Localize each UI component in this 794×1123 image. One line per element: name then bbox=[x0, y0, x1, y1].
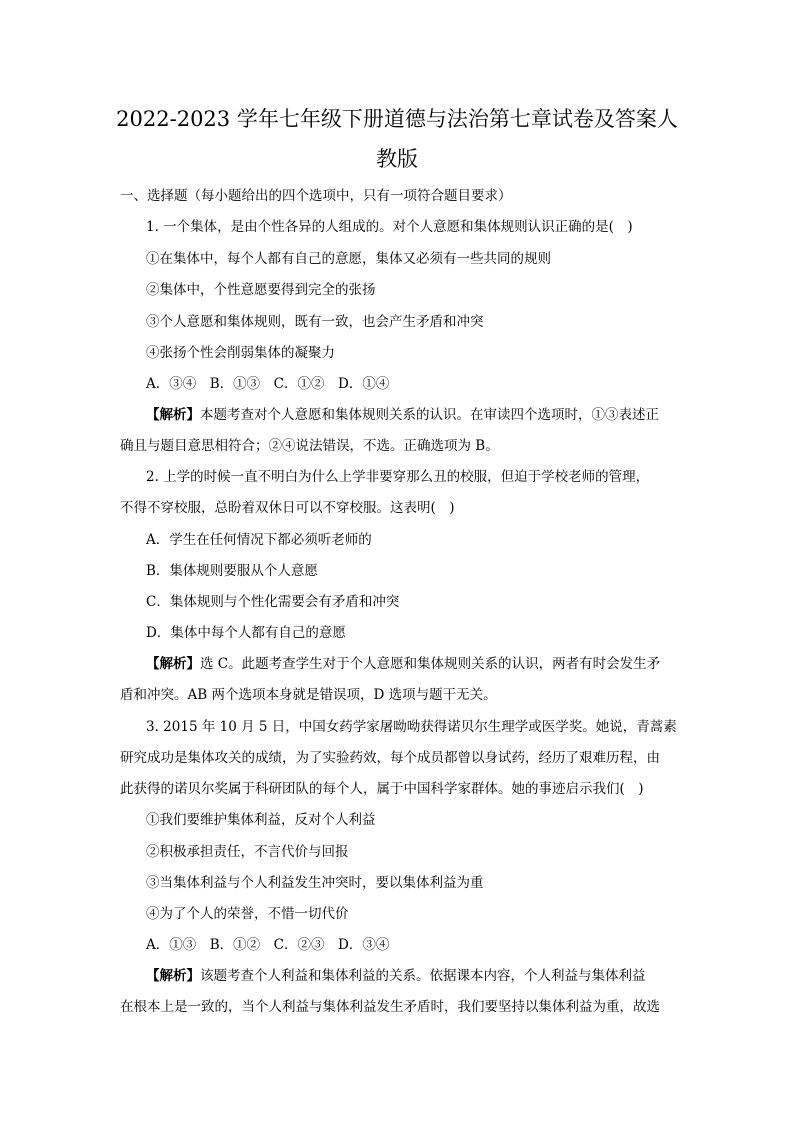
analysis-label: 【解析】 bbox=[146, 968, 200, 984]
question-1-item: ③个人意愿和集体规则，既有一致，也会产生矛盾和冲突 bbox=[146, 314, 484, 330]
section-heading: 一、选择题（每小题给出的四个选项中，只有一项符合题目要求） bbox=[120, 188, 512, 204]
question-2-analysis bbox=[146, 655, 660, 673]
question-2-option: B．集体规则要服从个人意愿 bbox=[146, 563, 318, 579]
analysis-text: 选 C。此题考查学生对于个人意愿和集体规则关系的认识，两者有时会发生矛 bbox=[200, 656, 661, 672]
document-title-line1: 2022-2023 学年七年级下册道德与法治第七章试卷及答案人 bbox=[116, 107, 678, 131]
analysis-text: 该题考查个人利益和集体利益的关系。依据课本内容，个人利益与集体利益 bbox=[200, 968, 646, 984]
question-2-option: D．集体中每个人都有自己的意愿 bbox=[146, 625, 346, 641]
question-3-item: ②积极承担责任，不言代价与回报 bbox=[146, 844, 349, 860]
document-title-line2: 教版 bbox=[376, 147, 418, 171]
question-1-item: ②集体中，个性意愿要得到完全的张扬 bbox=[146, 282, 376, 298]
analysis-label: 【解析】 bbox=[146, 656, 200, 672]
question-2-option: A．学生在任何情况下都必须听老师的 bbox=[146, 532, 372, 548]
question-3-item: ①我们要维护集体利益，反对个人利益 bbox=[146, 812, 376, 828]
question-2-stem-cont: 不得不穿校服，总盼着双休日可以不穿校服。这表明( ) bbox=[120, 500, 455, 516]
question-3-stem-cont: 此获得的诺贝尔奖属于科研团队的每个人，属于中国科学家群体。她的事迹启示我们( ) bbox=[120, 781, 644, 797]
question-3-stem: 3. 2015 年 10 月 5 日，中国女药学家屠呦呦获得诺贝尔生理学或医学奖。她说，青蒿素 bbox=[146, 719, 677, 735]
question-1-analysis-cont: 确且与题目意思相符合；②④说法错误，不选。正确选项为 B。 bbox=[120, 438, 499, 454]
question-3-stem-cont: 研究成功是集体攻关的成绩，为了实验药效，每个成员都曾以身试药，经历了艰难历程，由 bbox=[120, 750, 660, 766]
question-2-option: C．集体规则与个性化需要会有矛盾和冲突 bbox=[146, 594, 400, 610]
question-3-analysis bbox=[146, 967, 646, 985]
question-3-item: ③当集体利益与个人利益发生冲突时，要以集体利益为重 bbox=[146, 875, 484, 891]
question-3-item: ④为了个人的荣誉，不惜一切代价 bbox=[146, 906, 349, 922]
question-3-analysis-cont: 在根本上是一致的，当个人利益与集体利益发生矛盾时，我们要坚持以集体利益为重，故选 bbox=[120, 999, 660, 1015]
question-2-analysis-cont: 盾和冲突。AB 两个选项本身就是错误项，D 选项与题干无关。 bbox=[120, 687, 497, 703]
question-3-options: A．①③ B．①② C．②③ D．③④ bbox=[146, 937, 390, 953]
question-1-item: ①在集体中，每个人都有自己的意愿，集体又必须有一些共同的规则 bbox=[146, 251, 551, 267]
question-1-options: A．③④ B．①③ C．①② D．①④ bbox=[146, 376, 390, 392]
question-1-analysis bbox=[146, 406, 659, 424]
analysis-text: 本题考查对个人意愿和集体规则关系的认识。在审读四个选项时，①③表述正 bbox=[200, 407, 659, 423]
question-1-stem: 1. 一个集体，是由个性各异的人组成的。对个人意愿和集体规则认识正确的是( ) bbox=[146, 219, 633, 235]
analysis-label: 【解析】 bbox=[146, 407, 200, 423]
question-1-item: ④张扬个性会削弱集体的凝聚力 bbox=[146, 345, 335, 361]
question-2-stem: 2. 上学的时候一直不明白为什么上学非要穿那么丑的校服，但迫于学校老师的管理， bbox=[146, 469, 650, 485]
